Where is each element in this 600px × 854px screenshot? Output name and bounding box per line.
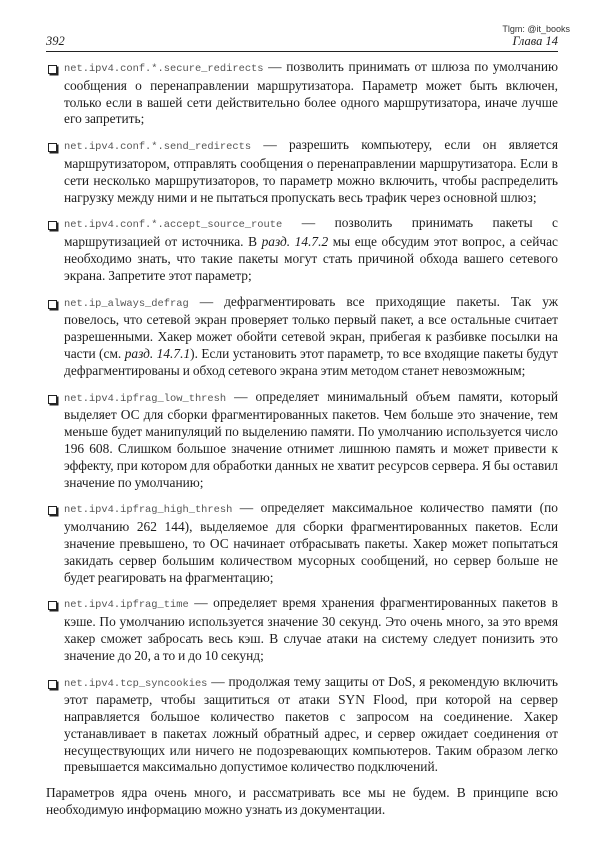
parameter-code: net.ipv4.conf.*.accept_source_route bbox=[64, 219, 283, 232]
parameter-description: — продолжая тему защиты от DoS, я рекомендую включить этот параметр, чтобы защититься от атаки SYN Flood, при которой на сервер направляется большое количество пакетов с запросом на соединение. Хакер устанавливает в пакетах ложный обратный адрес, и сервер ожидает соединения от несуществующих или ничего не подозревающих компьютеров. Таким образом легко превышается максимально допустимое количество подключений. bbox=[64, 673, 558, 775]
list-item bbox=[46, 59, 558, 128]
parameter-code: net.ipv4.conf.*.send_redirects bbox=[64, 141, 252, 154]
list-item-text bbox=[64, 294, 558, 380]
list-item bbox=[46, 500, 558, 586]
parameter-description: — определяет минимальный объем памяти, который выделяет ОС для сборки фрагментированных пакетов. Чем больше это значение, тем меньше будет манипуляций по выделению памяти. По умолчанию используется число 196 608. Слишком большое значение отнимет лишнюю память и может привести к эффекту, при котором для обработки данных не хватит ресурсов сервера. Я бы оставил значение по умолчанию; bbox=[64, 388, 558, 490]
checkbox-bullet-icon bbox=[48, 300, 57, 309]
list-item-text bbox=[64, 595, 558, 664]
list-item bbox=[46, 595, 558, 664]
parameter-description: — определяет время хранения фрагментированных пакетов в кэше. По умолчанию используется значение 30 секунд. Это очень много, за это время хакер сможет забросать весь кэш. В случае атаки на систему следует понизить это значение до 20, а то и до 10 секунд; bbox=[64, 595, 558, 663]
parameter-description: — определяет максимальное количество памяти (по умолчанию 262 144), выделяемое для сборки фрагментированных пакетов. Если значение превышено, то ОС начинает отбрасывать пакеты. Хакер может попытаться закидать сервер большим количеством мусорных сообщений, но сервер больше не будет реагировать на фрагментацию; bbox=[64, 500, 558, 585]
page-content bbox=[46, 59, 558, 819]
parameter-code: net.ipv4.ipfrag_high_thresh bbox=[64, 504, 233, 517]
checkbox-bullet-icon bbox=[48, 65, 57, 74]
parameter-code: net.ipv4.ipfrag_low_thresh bbox=[64, 392, 227, 405]
list-item bbox=[46, 389, 558, 492]
checkbox-bullet-icon bbox=[48, 506, 57, 515]
parameter-description: — разрешить компьютеру, если он является маршрутизатором, отправлять сообщения о перенаправлении маршрутизатора. Если в сети несколько маршрутизаторов, то параметр можно включить, чтобы распределить нагрузку между ними и не пытаться пропускать весь трафик через основной шлюз; bbox=[64, 137, 558, 205]
checkbox-bullet-icon bbox=[48, 680, 57, 689]
parameter-description: — позволить принимать от шлюза по умолчанию сообщения о перенаправлении маршрутизатора. Параметр может быть включен, только если в вашей сети действительно более одного маршрутизатора, иначе лучше его запретить; bbox=[64, 59, 558, 127]
list-item bbox=[46, 674, 558, 777]
list-item-text bbox=[64, 500, 558, 586]
parameter-description-cont: ). Если установить этот параметр, то все входящие пакеты будут дефрагментированы и обход сетевого экрана этим методом станет невозможным; bbox=[64, 345, 558, 378]
list-item-text bbox=[64, 137, 558, 206]
parameter-code: net.ipv4.tcp_syncookies bbox=[64, 677, 208, 690]
parameter-description-cont: мы еще обсудим этот вопрос, а сейчас необходимо знать, что такие пакеты могут стать причиной обхода вашего сетевого экрана. Запретите этот параметр; bbox=[64, 234, 558, 283]
closing-paragraph: Параметров ядра очень много, и рассматривать все мы не будем. В принципе всю необходимую информацию можно узнать из документации. bbox=[46, 785, 558, 818]
section-reference: разд. 14.7.1 bbox=[124, 345, 191, 361]
list-item-text bbox=[64, 59, 558, 128]
list-item bbox=[46, 215, 558, 284]
checkbox-bullet-icon bbox=[48, 395, 57, 404]
list-item bbox=[46, 294, 558, 380]
parameter-code: net.ipv4.conf.*.secure_redirects bbox=[64, 63, 264, 75]
section-reference: разд. 14.7.2 bbox=[261, 234, 329, 250]
parameter-code: net.ip_always_defrag bbox=[64, 297, 189, 310]
list-item-text bbox=[64, 215, 558, 284]
checkbox-bullet-icon bbox=[48, 601, 57, 610]
list-item-text bbox=[64, 674, 558, 777]
checkbox-bullet-icon bbox=[48, 143, 57, 152]
parameter-code: net.ipv4.ipfrag_time bbox=[64, 599, 189, 612]
parameter-description: — позволить принимать пакеты с маршрутизацией от источника. В bbox=[64, 215, 558, 250]
list-item-text bbox=[64, 389, 558, 492]
page-number: 392 bbox=[46, 34, 65, 48]
telegram-watermark: Tlgm: @it_books bbox=[502, 24, 570, 34]
page-header bbox=[46, 34, 558, 52]
list-item bbox=[46, 137, 558, 206]
checkbox-bullet-icon bbox=[48, 221, 57, 230]
chapter-title: Глава 14 bbox=[512, 34, 558, 48]
parameter-description: — дефрагментировать все приходящие пакеты. Так уж повелось, что сетевой экран проверяет только первый пакет, а все остальные считает разрешенными. Хакер может обойти сетевой экран, прибегая к разбивке посылки на части (см. bbox=[64, 293, 558, 361]
